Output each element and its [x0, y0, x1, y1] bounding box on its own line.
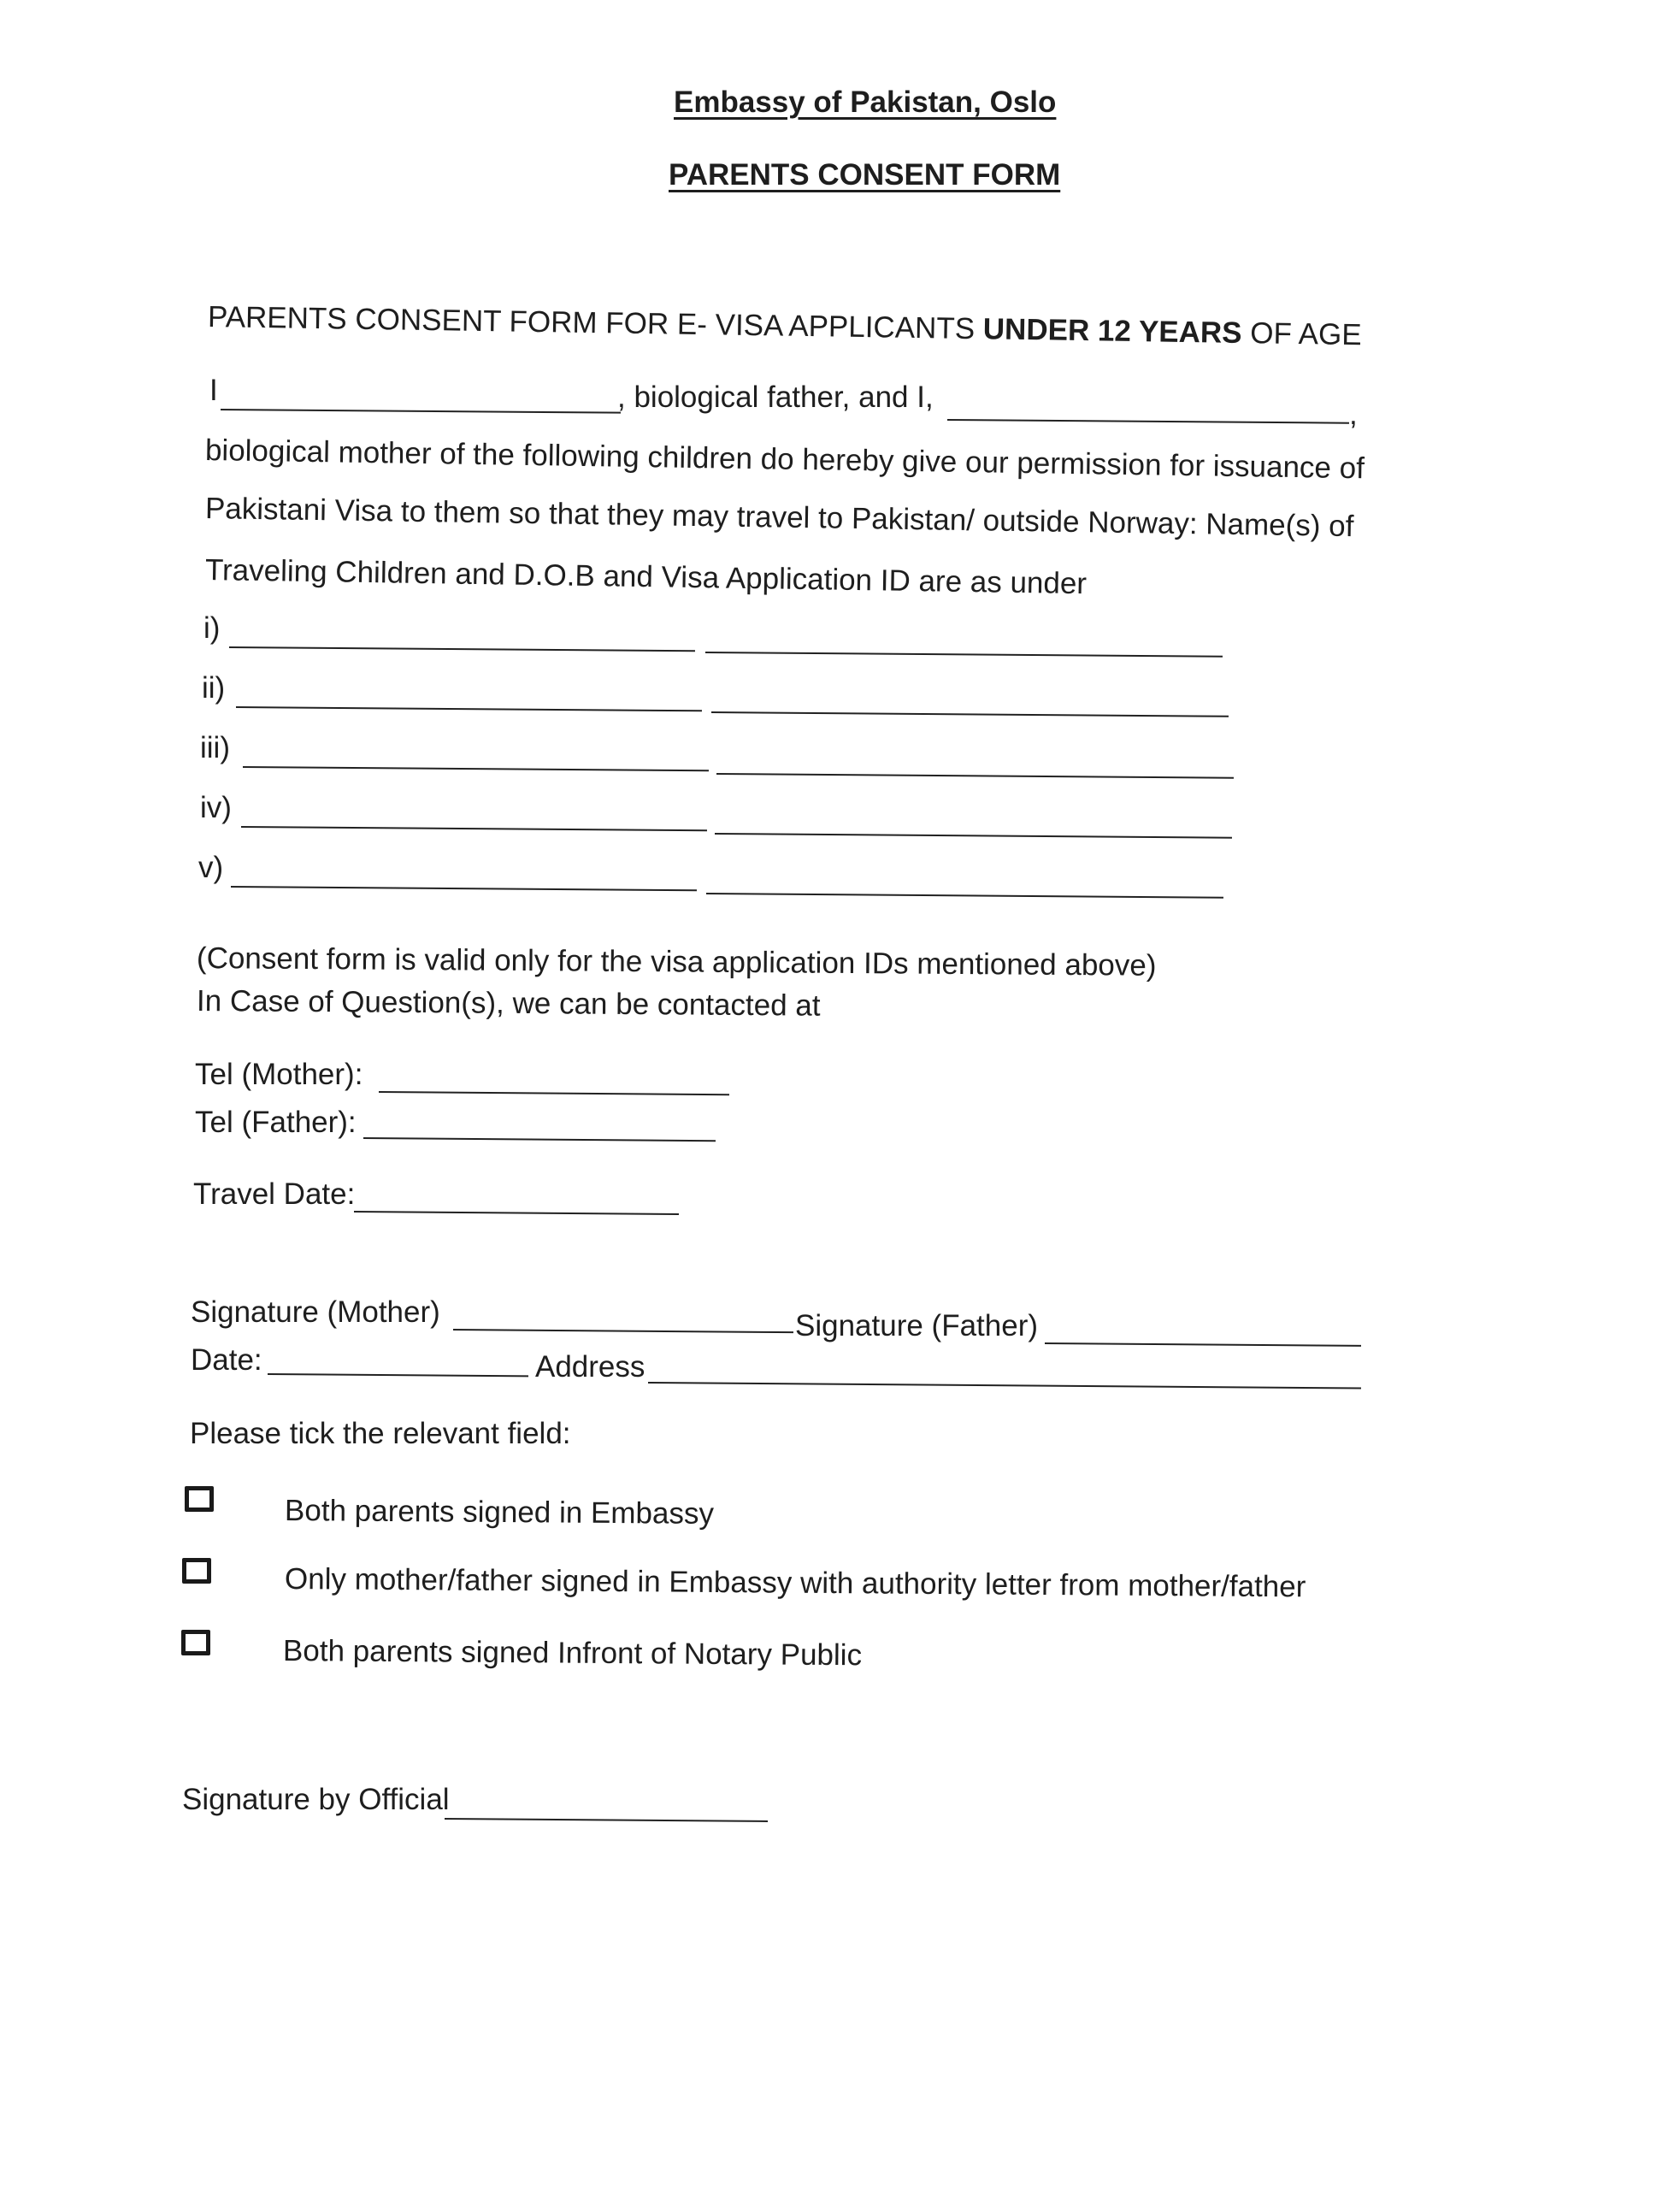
embassy-heading: Embassy of Pakistan, Oslo — [674, 86, 1057, 119]
body-line-3: Pakistani Visa to them so that they may travel to Pakistan/ outside Norway: Name(s) of — [204, 492, 1354, 544]
father-name-field[interactable] — [221, 409, 621, 414]
official-signature-label: Signature by Official — [182, 1783, 450, 1816]
father-text: , biological father, and I, — [617, 381, 934, 414]
option-notary: Both parents signed Infront of Notary Public — [282, 1634, 863, 1673]
child-id-field-5[interactable] — [706, 893, 1223, 899]
child-label-3: iii) — [200, 731, 230, 764]
date-field[interactable] — [268, 1373, 528, 1377]
tel-mother-field[interactable] — [379, 1091, 729, 1095]
child-label-4: iv) — [200, 791, 232, 824]
signature-mother-field[interactable] — [453, 1329, 793, 1333]
i-label: I — [209, 374, 218, 407]
child-name-field-4[interactable] — [241, 826, 707, 831]
option-one-parent-embassy: Only mother/father signed in Embassy with authority letter from mother/father — [284, 1562, 1306, 1604]
tel-father-label: Tel (Father): — [195, 1106, 357, 1139]
signature-mother-label: Signature (Mother) — [191, 1295, 440, 1329]
child-name-field-5[interactable] — [231, 886, 697, 891]
child-id-field-3[interactable] — [716, 773, 1234, 779]
body-line-4: Traveling Children and D.O.B and Visa Application ID are as under — [204, 553, 1088, 601]
signature-father-field[interactable] — [1045, 1342, 1361, 1347]
mother-name-field[interactable] — [947, 419, 1349, 424]
travel-date-label: Travel Date: — [193, 1177, 356, 1211]
mother-comma: , — [1349, 398, 1358, 431]
child-id-field-2[interactable] — [711, 711, 1229, 717]
child-label-1: i) — [203, 611, 221, 645]
address-field[interactable] — [648, 1382, 1361, 1390]
travel-date-field[interactable] — [354, 1211, 679, 1215]
tel-mother-label: Tel (Mother): — [195, 1058, 363, 1091]
tel-father-field[interactable] — [363, 1137, 716, 1142]
contact-note: In Case of Question(s), we can be contacted at — [196, 984, 821, 1023]
child-label-2: ii) — [202, 671, 226, 705]
intro-suffix: OF AGE — [1241, 316, 1362, 352]
checkbox-both-embassy[interactable] — [185, 1486, 214, 1512]
tick-instruction: Please tick the relevant field: — [190, 1417, 571, 1450]
official-signature-field[interactable] — [445, 1818, 768, 1822]
child-name-field-3[interactable] — [243, 766, 709, 771]
checkbox-notary[interactable] — [181, 1630, 210, 1655]
child-id-field-1[interactable] — [705, 652, 1223, 658]
form-title: PARENTS CONSENT FORM — [669, 158, 1061, 192]
validity-note: (Consent form is valid only for the visa application IDs mentioned above) — [196, 941, 1157, 982]
intro-prefix: PARENTS CONSENT FORM FOR E- VISA APPLICANTS — [207, 300, 984, 346]
child-id-field-4[interactable] — [715, 833, 1232, 839]
intro-heading — [208, 299, 1362, 353]
body-line-2: biological mother of the following children do hereby give our permission for issuance of — [204, 434, 1365, 486]
intro-bold: UNDER 12 YEARS — [982, 312, 1242, 350]
child-name-field-2[interactable] — [236, 706, 702, 711]
child-name-field-1[interactable] — [229, 646, 695, 652]
checkbox-one-parent-embassy[interactable] — [182, 1558, 211, 1584]
signature-father-label: Signature (Father) — [795, 1309, 1039, 1342]
option-both-embassy: Both parents signed in Embassy — [284, 1494, 715, 1531]
address-label: Address — [535, 1350, 645, 1384]
child-label-5: v) — [198, 851, 224, 884]
date-label: Date: — [191, 1343, 262, 1377]
